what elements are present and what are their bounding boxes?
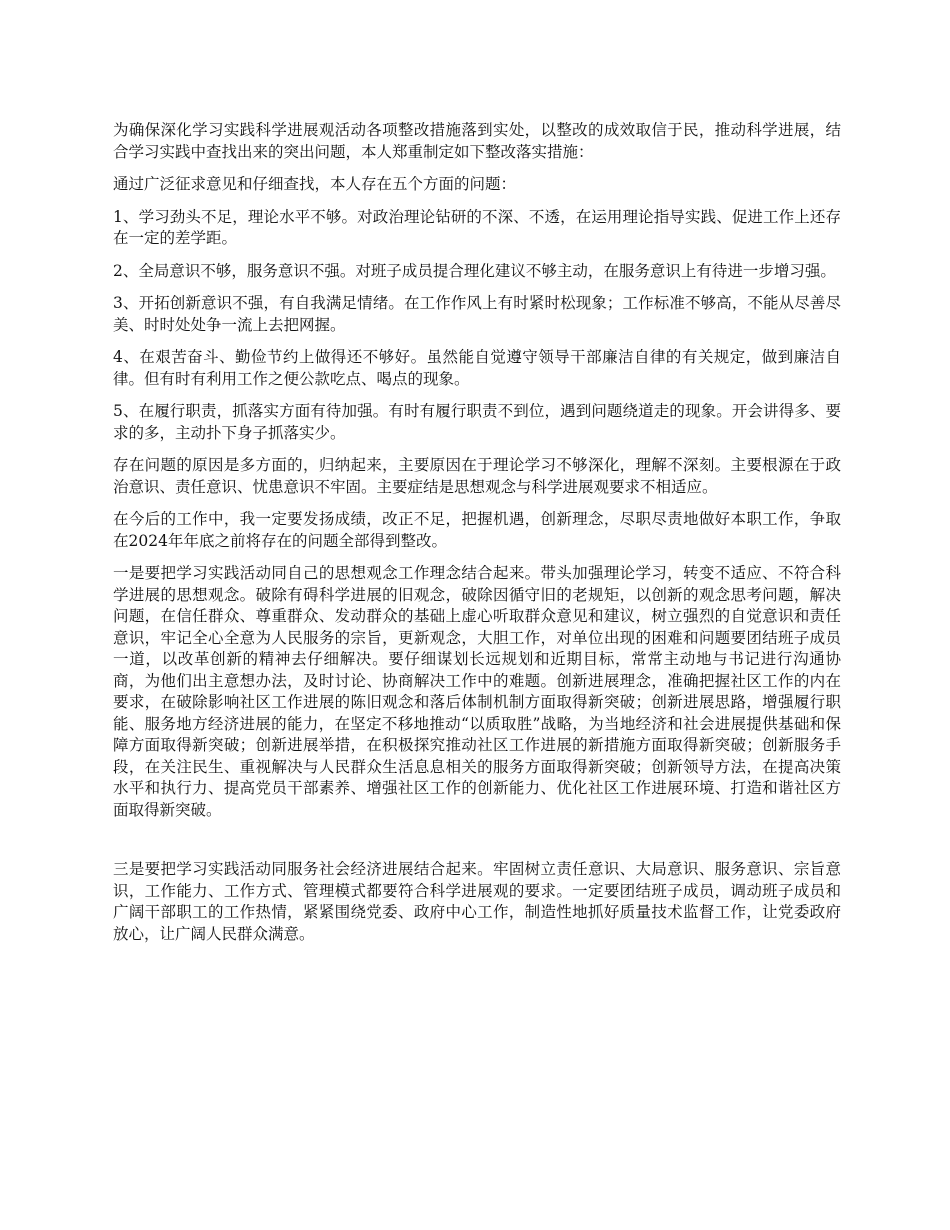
problems-intro-paragraph: 通过广泛征求意见和仔细查找，本人存在五个方面的问题： (113, 175, 517, 193)
problem-item-3: 3、开拓创新意识不强，有自我满足情绪。在工作作风上有时紧时松现象；工作标准不够高，不能从尽善尽美、时时处处争一流上去把网握。 (113, 294, 841, 334)
document-body (113, 120, 841, 956)
measure-one-paragraph: 一是要把学习实践活动同自己的思想观念工作理念结合起来。带头加强理论学习，转变不适应、不符合科学进展的思想观念。破除有碍科学进展的旧观念，破除因循守旧的老规矩，以创新的观念思考问题，解决问题，在信任群众、尊重群众、发动群众的基础上虚心听取群众意见和建议，树立强烈的自觉意识和责任意识，牢记全心全意为人民服务的宗旨，更新观念，大胆工作，对单位出现的困难和问题要团结班子成员一道，以改革创新的精神去仔细解决。要仔细谋划长远规划和近期目标，常常主动地与书记进行沟通协商，为他们出主意想办法，及时讨论、协商解决工作中的难题。创新进展理念，准确把握社区工作的内在要求，在破除影响社区工作进展的陈旧观念和落后体制机制方面取得新突破；创新进展思路，增强履行职能、服务地方经济进展的能力，在坚定不移地推动“以质取胜”战略，为当地经济和社会进展提供基础和保障方面取得新突破；创新进展举措，在积极探究推动社区工作进展的新措施方面取得新突破；创新服务手段，在关注民生、重视解决与人民群众生活息息相关的服务方面取得新突破；创新领导方法，在提高决策水平和执行力、提高党员干部素养、增强社区工作的创新能力、优化社区工作进展环境、打造和谐社区方面取得新突破。 (113, 564, 841, 819)
problem-item-2: 2、全局意识不够，服务意识不强。对班子成员提合理化建议不够主动，在服务意识上有待进一步增习强。 (113, 261, 836, 280)
measure-three-paragraph: 三是要把学习实践活动同服务社会经济进展结合起来。牢固树立责任意识、大局意识、服务意识、宗旨意识，工作能力、工作方式、管理模式都要符合科学进展观的要求。一定要团结班子成员，调动班子成员和广阔干部职工的工作热情，紧紧围绕党委、政府中心工作，制造性地抓好质量技术监督工作，让党委政府放心，让广阔人民群众满意。 (113, 860, 841, 943)
problem-item-5: 5、在履行职责，抓落实方面有待加强。有时有履行职责不到位，遇到问题绕道走的现象。开会讲得多、要求的多，主动扑下身子抓落实少。 (113, 402, 841, 442)
causes-paragraph: 存在问题的原因是多方面的，归纳起来，主要原因在于理论学习不够深化，理解不深刻。主要根源在于政治意识、责任意识、忧患意识不牢固。主要症结是思想观念与科学进展观要求不相适应。 (113, 456, 841, 496)
commitment-paragraph: 在今后的工作中，我一定要发扬成绩，改正不足，把握机遇，创新理念，尽职尽责地做好本职工作，争取在2024年年底之前将存在的问题全部得到整改。 (113, 510, 841, 550)
problem-item-4: 4、在艰苦奋斗、勤俭节约上做得还不够好。虽然能自觉遵守领导干部廉洁自律的有关规定，做到廉洁自律。但有时有利用工作之便公款吃点、喝点的现象。 (113, 348, 841, 388)
intro-paragraph: 为确保深化学习实践科学进展观活动各项整改措施落到实处，以整改的成效取信于民，推动科学进展，结合学习实践中查找出来的突出问题，本人郑重制定如下整改落实措施： (113, 121, 841, 161)
problem-item-1: 1、学习劲头不足，理论水平不够。对政治理论钻研的不深、不透，在运用理论指导实践、促进工作上还存在一定的差学距。 (113, 207, 841, 247)
